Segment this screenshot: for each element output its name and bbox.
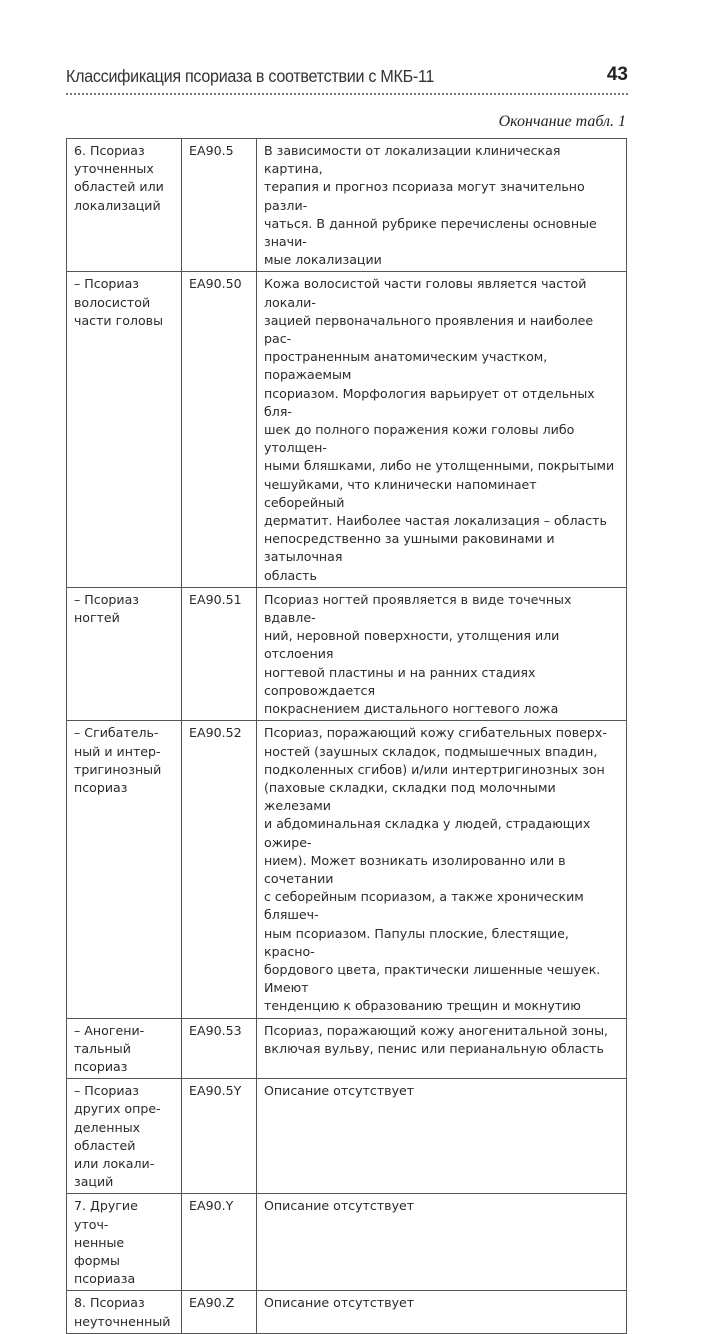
description: Псориаз ногтей проявляется в виде точечных вдавле- ний, неровной поверхности, утолщения или отслоения ногтевой пластины и на ранних стадиях сопровождается покраснением дистального ногтевого ложа — [257, 587, 627, 720]
description: Псориаз, поражающий кожу сгибательных поверх- ностей (заушных складок, подмышечных впадин, подколенных сгибов) и/или интертригинозных зон (паховые складки, складки под молочными железами и абдоминальная складка у людей, страдающих ожире- нием). Может возникать изолированно или в сочетании с себорейным псориазом, а также хроническим бляшеч- ным псориазом. Папулы плоские, блестящие, красно- бордового цвета, практически лишенные чешуек. Имеют тенденцию к образованию трещин и мокнутию — [257, 721, 627, 1018]
icd-code: EA90.50 — [182, 272, 257, 587]
description: Описание отсутствует — [257, 1079, 627, 1194]
running-header-title: Классификация псориаза в соответствии с МКБ-11 — [66, 66, 435, 86]
form-name: – Сгибатель- ный и интер- тригинозный псориаз — [67, 721, 182, 1018]
table-row — [67, 139, 627, 272]
form-name: 6. Псориаз уточненных областей или локализаций — [67, 139, 182, 272]
table-row — [67, 272, 627, 587]
icd-code: EA90.Y — [182, 1194, 257, 1291]
table-caption: Окончание табл. 1 — [498, 113, 626, 130]
page-number: 43 — [606, 64, 628, 85]
form-name: – Псориаз других опре- деленных областей или локали- заций — [67, 1079, 182, 1194]
description: Кожа волосистой части головы является частой локали- зацией первоначального проявления и наиболее рас- пространенным анатомическим участком, поражаемым псориазом. Морфология варьирует от отдельных бля- шек до полного поражения кожи головы либо утолщен- ными бляшками, либо не утолщенными, покрытыми чешуйками, что клинически напоминает себорейный дерматит. Наиболее частая локализация – область непосредственно за ушными раковинами и затылочная область — [257, 272, 627, 587]
description: Описание отсутствует — [257, 1194, 627, 1291]
table-row — [67, 1194, 627, 1291]
classification-table — [66, 138, 627, 1334]
icd-code: EA90.51 — [182, 587, 257, 720]
table-row — [67, 1079, 627, 1194]
form-name: 7. Другие уточ- ненные формы псориаза — [67, 1194, 182, 1291]
icd-code: EA90.5 — [182, 139, 257, 272]
description: Псориаз, поражающий кожу аногенитальной зоны, включая вульву, пенис или перианальную область — [257, 1018, 627, 1079]
dotted-divider — [66, 93, 628, 95]
running-header — [66, 64, 628, 90]
icd-code: EA90.53 — [182, 1018, 257, 1079]
icd-code: EA90.5Y — [182, 1079, 257, 1194]
description: Описание отсутствует — [257, 1291, 627, 1333]
table-row — [67, 587, 627, 720]
form-name: – Аногени- тальный псориаз — [67, 1018, 182, 1079]
icd-code: EA90.Z — [182, 1291, 257, 1333]
form-name: 8. Псориаз неуточненный — [67, 1291, 182, 1333]
icd-code: EA90.52 — [182, 721, 257, 1018]
form-name: – Псориаз волосистой части головы — [67, 272, 182, 587]
description: В зависимости от локализации клиническая картина, терапия и прогноз псориаза могут значительно разли- чаться. В данной рубрике перечислены основные значи- мые локализации — [257, 139, 627, 272]
form-name: – Псориаз ногтей — [67, 587, 182, 720]
table-row — [67, 1291, 627, 1333]
table-row — [67, 721, 627, 1018]
table-row — [67, 1018, 627, 1079]
